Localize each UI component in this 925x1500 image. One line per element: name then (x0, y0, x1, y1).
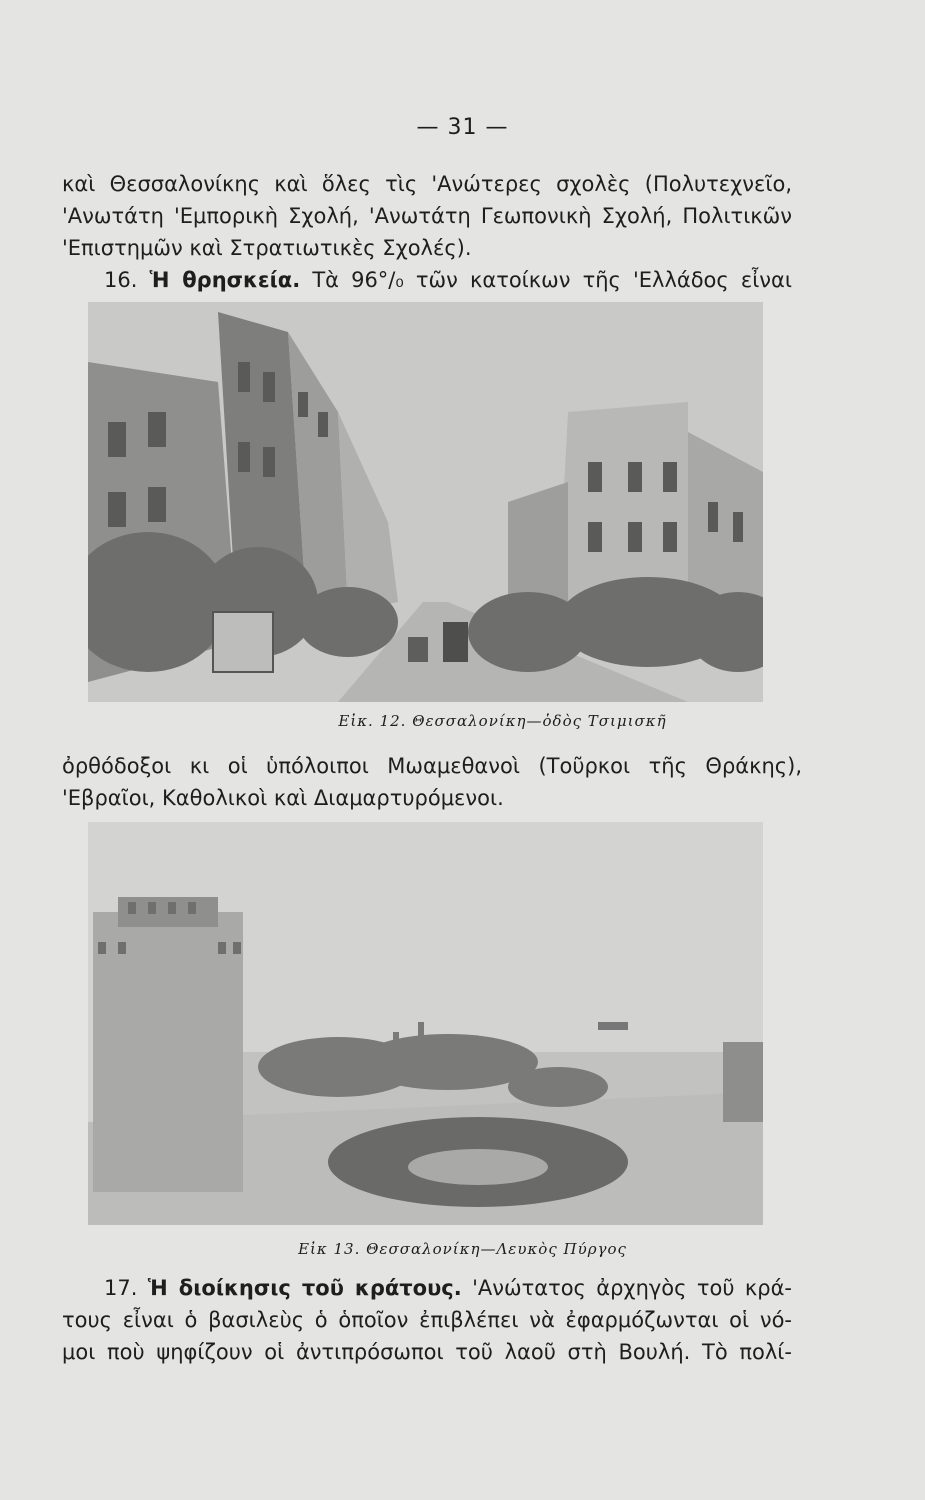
section-17-body (62, 1304, 792, 1368)
section-16-line (104, 264, 792, 296)
section-17-title: Ἡ διοίκησις τοῦ κράτους. (147, 1276, 462, 1300)
text-line: 'Επιστημῶν καὶ Στρατιωτικὲς Σχολές). (62, 236, 472, 260)
paragraph-schools (62, 168, 792, 264)
text-line: τους εἶναι ὁ βασιλεὺς ὁ ὁποῖον ἐπιβλέπει νὰ ἐφαρμόζωνται οἱ νό- (62, 1308, 792, 1332)
text-line: καὶ Θεσσαλονίκης καὶ ὅλες τὶς 'Ανώτερες σχολὲς (Πολυτεχνεῖο, (62, 172, 792, 196)
text-line: ὀρθόδοξοι κι οἱ ὑπόλοιποι Μωαμεθανοὶ (Τοῦρκοι τῆς Θράκης), (62, 754, 802, 778)
text-line: 'Ανωτάτη 'Εμπορικὴ Σχολή, 'Ανωτάτη Γεωπονικὴ Σχολή, Πολιτικῶν (62, 204, 792, 228)
text-line: 'Εβραῖοι, Καθολικοὶ καὶ Διαμαρτυρόμενοι. (62, 786, 504, 810)
section-17-text: 'Ανώτατος ἀρχηγὸς τοῦ κρά- (472, 1276, 793, 1300)
figure-13-caption: Εἰκ 13. Θεσσαλονίκη—Λευκὸς Πύργος (298, 1240, 627, 1258)
section-16 (104, 264, 792, 296)
section-16-title: Ἡ θρησκεία. (149, 268, 301, 292)
section-17-heading (104, 1272, 792, 1304)
section-17-number: 17. (104, 1276, 138, 1300)
figure-13-photo (88, 822, 763, 1225)
section-16-number: 16. (104, 268, 138, 292)
paragraph-religions (62, 750, 802, 814)
page-number: — 31 — (416, 115, 509, 140)
figure-12-photo (88, 302, 763, 702)
text-line: μοι ποὺ ψηφίζουν οἱ ἀντιπρόσωποι τοῦ λαοῦ στὴ Βουλή. Τὸ πολί- (62, 1340, 792, 1364)
section-17-line (104, 1272, 792, 1304)
figure-12-caption: Εἰκ. 12. Θεσσαλονίκη—ὁδὸς Τσιμισκῆ (338, 712, 667, 730)
section-16-text: Τὰ 96°/₀ τῶν κατοίκων τῆς 'Ελλάδος εἶναι (312, 268, 792, 292)
